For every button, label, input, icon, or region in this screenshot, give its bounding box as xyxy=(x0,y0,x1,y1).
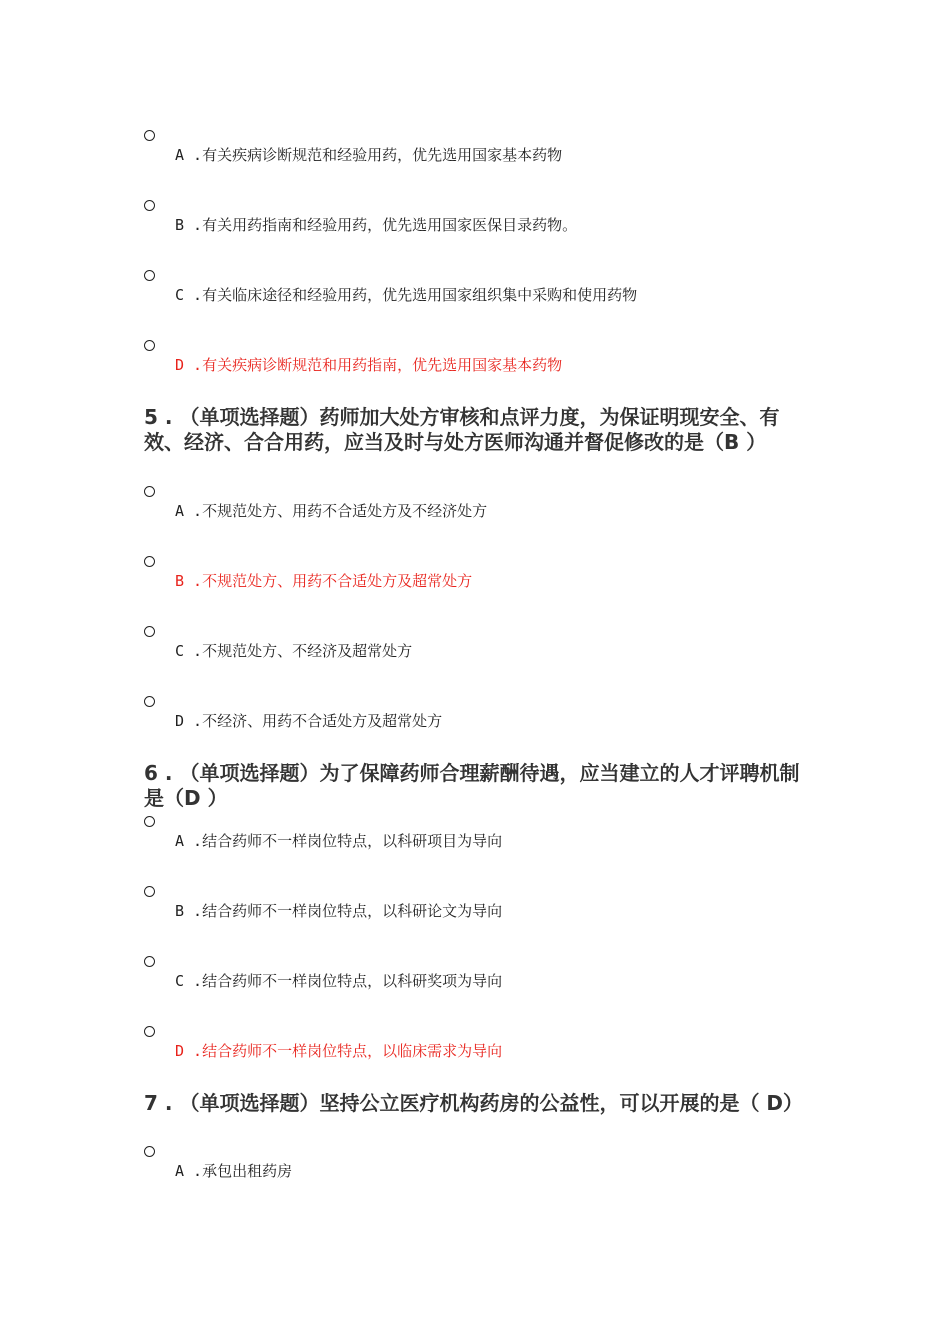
radio-q6-b[interactable] xyxy=(144,886,155,897)
radio-q6-d[interactable] xyxy=(144,1026,155,1037)
radio-q5-d[interactable] xyxy=(144,696,155,707)
radio-q4-a[interactable] xyxy=(144,130,155,141)
option-q4-c: C .有关临床途径和经验用药，优先选用国家组织集中采购和使用药物 xyxy=(175,286,638,304)
option-q6-a: A .结合药师不一样岗位特点，以科研项目为导向 xyxy=(175,832,503,850)
radio-q6-a[interactable] xyxy=(144,816,155,827)
option-q4-a: A .有关疾病诊断规范和经验用药，优先选用国家基本药物 xyxy=(175,146,563,164)
option-q7-a: A .承包出租药房 xyxy=(175,1162,293,1180)
radio-q7-a[interactable] xyxy=(144,1146,155,1157)
option-q6-b: B .结合药师不一样岗位特点，以科研论文为导向 xyxy=(175,902,503,920)
option-q4-d-correct: D .有关疾病诊断规范和用药指南，优先选用国家基本药物 xyxy=(175,356,563,374)
option-q5-a: A .不规范处方、用药不合适处方及不经济处方 xyxy=(175,502,488,520)
radio-q4-d[interactable] xyxy=(144,340,155,351)
option-q4-b: B .有关用药指南和经验用药，优先选用国家医保目录药物。 xyxy=(175,216,578,234)
radio-q4-c[interactable] xyxy=(144,270,155,281)
question-7-stem: 7 . （单项选择题）坚持公立医疗机构药房的公益性，可以开展的是（ D） xyxy=(144,1091,804,1115)
question-6-stem: 6 . （单项选择题）为了保障药师合理薪酬待遇，应当建立的人才评聘机制是（D ） xyxy=(144,761,800,810)
option-q5-d: D .不经济、用药不合适处方及超常处方 xyxy=(175,712,443,730)
radio-q5-a[interactable] xyxy=(144,486,155,497)
radio-q4-b[interactable] xyxy=(144,200,155,211)
option-q6-d-correct: D .结合药师不一样岗位特点，以临床需求为导向 xyxy=(175,1042,503,1060)
radio-q5-b[interactable] xyxy=(144,556,155,567)
option-q5-c: C .不规范处方、不经济及超常处方 xyxy=(175,642,413,660)
radio-q5-c[interactable] xyxy=(144,626,155,637)
option-q5-b-correct: B .不规范处方、用药不合适处方及超常处方 xyxy=(175,572,473,590)
option-q6-c: C .结合药师不一样岗位特点，以科研奖项为导向 xyxy=(175,972,503,990)
radio-q6-c[interactable] xyxy=(144,956,155,967)
question-5-stem: 5 . （单项选择题）药师加大处方审核和点评力度，为保证明现安全、有效、经济、合合用药，应当及时与处方医师沟通并督促修改的是（B ） xyxy=(144,405,780,454)
